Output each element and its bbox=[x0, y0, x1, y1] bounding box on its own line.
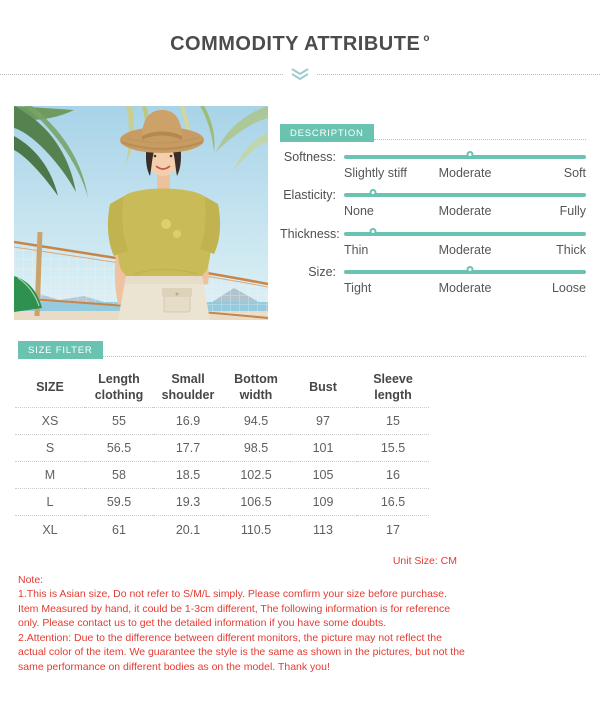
table-cell: 102.5 bbox=[223, 462, 289, 489]
chevron-down-icon[interactable] bbox=[283, 68, 317, 81]
table-row bbox=[15, 462, 429, 489]
slider-knob[interactable] bbox=[466, 151, 473, 158]
table-cell: 17 bbox=[386, 522, 400, 537]
column-header: Bottom width bbox=[223, 368, 289, 408]
dotted-rule bbox=[374, 139, 586, 140]
table-cell: 101 bbox=[289, 435, 357, 462]
slider-track[interactable] bbox=[344, 155, 586, 159]
table-row bbox=[15, 489, 429, 516]
slider-size bbox=[280, 265, 586, 295]
note-block bbox=[18, 573, 470, 674]
tick-label: Soft bbox=[563, 166, 587, 180]
tick-label: Moderate bbox=[438, 242, 492, 257]
table-cell: 113 bbox=[313, 522, 333, 537]
table-cell: 16.5 bbox=[357, 489, 429, 516]
note-heading: Note: bbox=[18, 573, 44, 586]
slider-elasticity bbox=[280, 188, 586, 218]
table-cell: 94.5 bbox=[223, 408, 289, 435]
size-filter-panel bbox=[0, 341, 600, 674]
table-cell: XS bbox=[15, 408, 85, 435]
slider-thickness bbox=[280, 227, 586, 257]
tick-label: Moderate bbox=[438, 281, 492, 296]
column-header: SIZE bbox=[15, 368, 85, 408]
table-cell: 106.5 bbox=[223, 489, 289, 516]
table-cell: 15.5 bbox=[357, 435, 429, 462]
column-header: Length clothing bbox=[85, 368, 153, 408]
slider-track[interactable] bbox=[344, 270, 586, 274]
table-cell: L bbox=[15, 489, 85, 516]
table-cell: 16.9 bbox=[153, 408, 223, 435]
slider-knob[interactable] bbox=[370, 189, 377, 196]
table-cell: 15 bbox=[357, 408, 429, 435]
column-header: Sleeve length bbox=[357, 368, 429, 408]
table-cell: 109 bbox=[289, 489, 357, 516]
title-superscript: o bbox=[423, 33, 430, 44]
table-cell: 97 bbox=[289, 408, 357, 435]
table-header-row bbox=[15, 368, 429, 408]
dotted-rule bbox=[103, 356, 586, 357]
unit-size-label: Unit Size: CM bbox=[392, 554, 457, 567]
table-cell: 55 bbox=[85, 408, 153, 435]
table-cell: XL bbox=[42, 522, 58, 537]
table-cell: 105 bbox=[289, 462, 357, 489]
tick-label: None bbox=[344, 204, 374, 219]
size-filter-badge: SIZE FILTER bbox=[18, 341, 103, 359]
table-cell: 59.5 bbox=[85, 489, 153, 516]
table-cell: S bbox=[15, 435, 85, 462]
slider-softness bbox=[280, 150, 586, 180]
table-cell: 61 bbox=[112, 522, 126, 537]
table-cell: 19.3 bbox=[153, 489, 223, 516]
table-cell: 18.5 bbox=[153, 462, 223, 489]
slider-label: Elasticity: bbox=[283, 188, 336, 203]
dotted-rule bbox=[317, 74, 600, 75]
slider-label: Thickness: bbox=[280, 226, 340, 241]
tick-label: Slightly stiff bbox=[344, 166, 407, 180]
tick-label: Thick bbox=[556, 242, 587, 257]
slider-label: Softness: bbox=[283, 150, 336, 164]
slider-knob[interactable] bbox=[466, 266, 473, 273]
description-badge: DESCRIPTION bbox=[280, 124, 374, 142]
product-photo bbox=[14, 106, 268, 320]
table-cell: M bbox=[15, 462, 85, 489]
description-panel bbox=[280, 124, 586, 296]
slider-track[interactable] bbox=[344, 232, 586, 236]
tick-label: Moderate bbox=[438, 204, 492, 219]
table-cell: 58 bbox=[85, 462, 153, 489]
title-divider bbox=[0, 68, 600, 81]
table-cell: 56.5 bbox=[85, 435, 153, 462]
note-paragraph: 2.Attention: Due to the difference between different monitors, the picture may not reflect the actual color of the item. We guarantee the style is the same as shown in the pictures, but not the same performance on different bodies as on the model. Thank you! bbox=[18, 631, 465, 673]
note-paragraph: 1.This is Asian size, Do not refer to S/M/L simply. Please comfirm your size before purchase. Item Measured by hand, it could be 1-3cm different, The following information is for reference only. Please contact us to get the detailed information if you have some doubts. bbox=[18, 588, 451, 630]
tick-label: Tight bbox=[344, 281, 372, 296]
slider-track[interactable] bbox=[344, 193, 586, 197]
tick-label: Thin bbox=[344, 242, 369, 257]
dotted-rule bbox=[0, 74, 283, 75]
table-cell: 98.5 bbox=[223, 435, 289, 462]
tick-label: Fully bbox=[559, 204, 587, 219]
table-row bbox=[15, 408, 429, 435]
column-header: Small shoulder bbox=[153, 368, 223, 408]
table-row bbox=[15, 516, 429, 543]
tick-label: Loose bbox=[551, 281, 587, 296]
table-cell: 16 bbox=[357, 462, 429, 489]
size-table bbox=[15, 368, 429, 543]
table-cell: 20.1 bbox=[175, 522, 201, 537]
table-row bbox=[15, 435, 429, 462]
table-cell: 110.5 bbox=[240, 522, 272, 537]
slider-knob[interactable] bbox=[370, 228, 377, 235]
page-title: COMMODITY ATTRIBUTE $^o$ bbox=[170, 33, 430, 55]
column-header: Bust bbox=[289, 368, 357, 408]
tick-label: Moderate bbox=[438, 166, 492, 180]
slider-label: Size: bbox=[308, 265, 336, 280]
table-cell: 17.7 bbox=[153, 435, 223, 462]
